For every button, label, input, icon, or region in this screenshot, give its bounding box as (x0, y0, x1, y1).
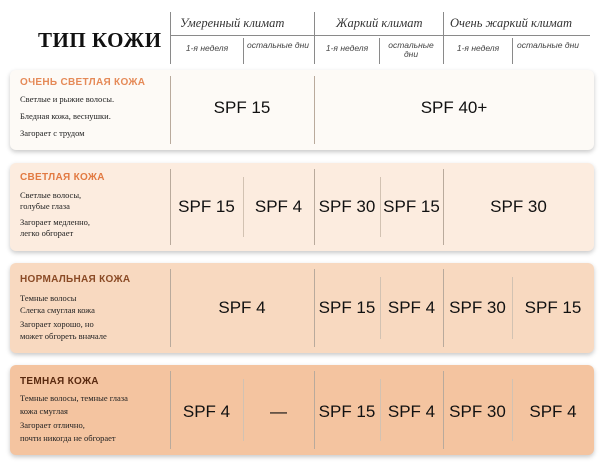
row-title: НОРМАЛЬНАЯ КОЖА (20, 274, 131, 285)
desc-line: легко обгорает (20, 228, 74, 238)
spf-value: SPF 15 (524, 298, 582, 317)
row-dark-skin (10, 365, 594, 455)
spf-value: SPF 4 (387, 402, 436, 421)
subheader-first-week: 1-я неделя (325, 43, 369, 53)
spf-value: SPF 4 (182, 402, 231, 421)
spf-value: SPF 4 (254, 197, 303, 216)
spf-value: — (270, 402, 287, 421)
header-underline (170, 35, 590, 36)
row-title: СВЕТЛАЯ КОЖА (20, 172, 105, 183)
subheader-other-days: остальные дни (247, 40, 309, 50)
desc-line: Загорает отлично, (20, 420, 85, 430)
desc-line: почти никогда не обгорает (20, 432, 116, 443)
spf-value: SPF 15 (318, 298, 376, 317)
spf-value: SPF 15 (383, 197, 440, 216)
spf-value: SPF 40+ (420, 98, 488, 117)
climate-temperate: Умеренный климат (180, 16, 285, 30)
spf-value: SPF 30 (490, 197, 547, 216)
desc-line: кожа смуглая (20, 405, 68, 416)
subheader-divider (243, 38, 244, 64)
desc-line: Бледная кожа, веснушки. (20, 111, 111, 121)
spf-value: SPF 30 (318, 197, 376, 216)
spf-value: SPF 4 (387, 298, 436, 317)
desc-line: голубые глаза (20, 201, 70, 211)
spf-value: SPF 4 (218, 298, 266, 317)
row-description (20, 190, 172, 239)
desc-line: Темные волосы (20, 293, 77, 303)
page-title: ТИП КОЖИ (38, 28, 162, 52)
desc-line: Светлые и рыжие волосы. (20, 94, 115, 104)
subheader-first-week: 1-я неделя (185, 43, 229, 53)
spf-value: SPF 4 (529, 402, 577, 421)
row-description (20, 93, 172, 140)
spf-value: SPF 15 (213, 98, 271, 117)
row-very-fair-skin (10, 70, 594, 150)
spf-value: SPF 30 (449, 402, 506, 421)
spf-value: SPF 15 (318, 402, 376, 421)
climate-hot: Жаркий климат (336, 16, 423, 30)
row-normal-skin (10, 263, 594, 353)
subheader-divider (379, 38, 380, 64)
row-description (20, 392, 180, 444)
desc-line: Светлые волосы, (20, 190, 82, 200)
desc-line: может обгореть вначале (20, 331, 107, 341)
desc-line: Загорает с трудом (20, 128, 85, 138)
desc-line: Темные волосы, темные глаза (20, 393, 128, 403)
spf-value: SPF 15 (178, 197, 235, 216)
desc-line: Загорает медленно, (20, 217, 91, 227)
spf-value: SPF 30 (449, 298, 506, 317)
header-divider (314, 12, 315, 64)
desc-line: Загорает хорошо, но (20, 319, 94, 329)
row-description (20, 292, 172, 342)
desc-line: Слегка смуглая кожа (20, 305, 95, 315)
subheader-other-days: остальные дни (517, 40, 579, 50)
header-divider (170, 12, 171, 64)
header-divider (443, 12, 444, 64)
subheader-divider (512, 38, 513, 64)
row-title: ТЕМНАЯ КОЖА (20, 376, 99, 387)
row-fair-skin (10, 163, 594, 251)
climate-very-hot: Очень жаркий климат (450, 16, 573, 30)
subheader-other-days: остальные дни (388, 40, 434, 59)
subheader-first-week: 1-я неделя (456, 43, 500, 53)
row-title: ОЧЕНЬ СВЕТЛАЯ КОЖА (20, 77, 146, 88)
